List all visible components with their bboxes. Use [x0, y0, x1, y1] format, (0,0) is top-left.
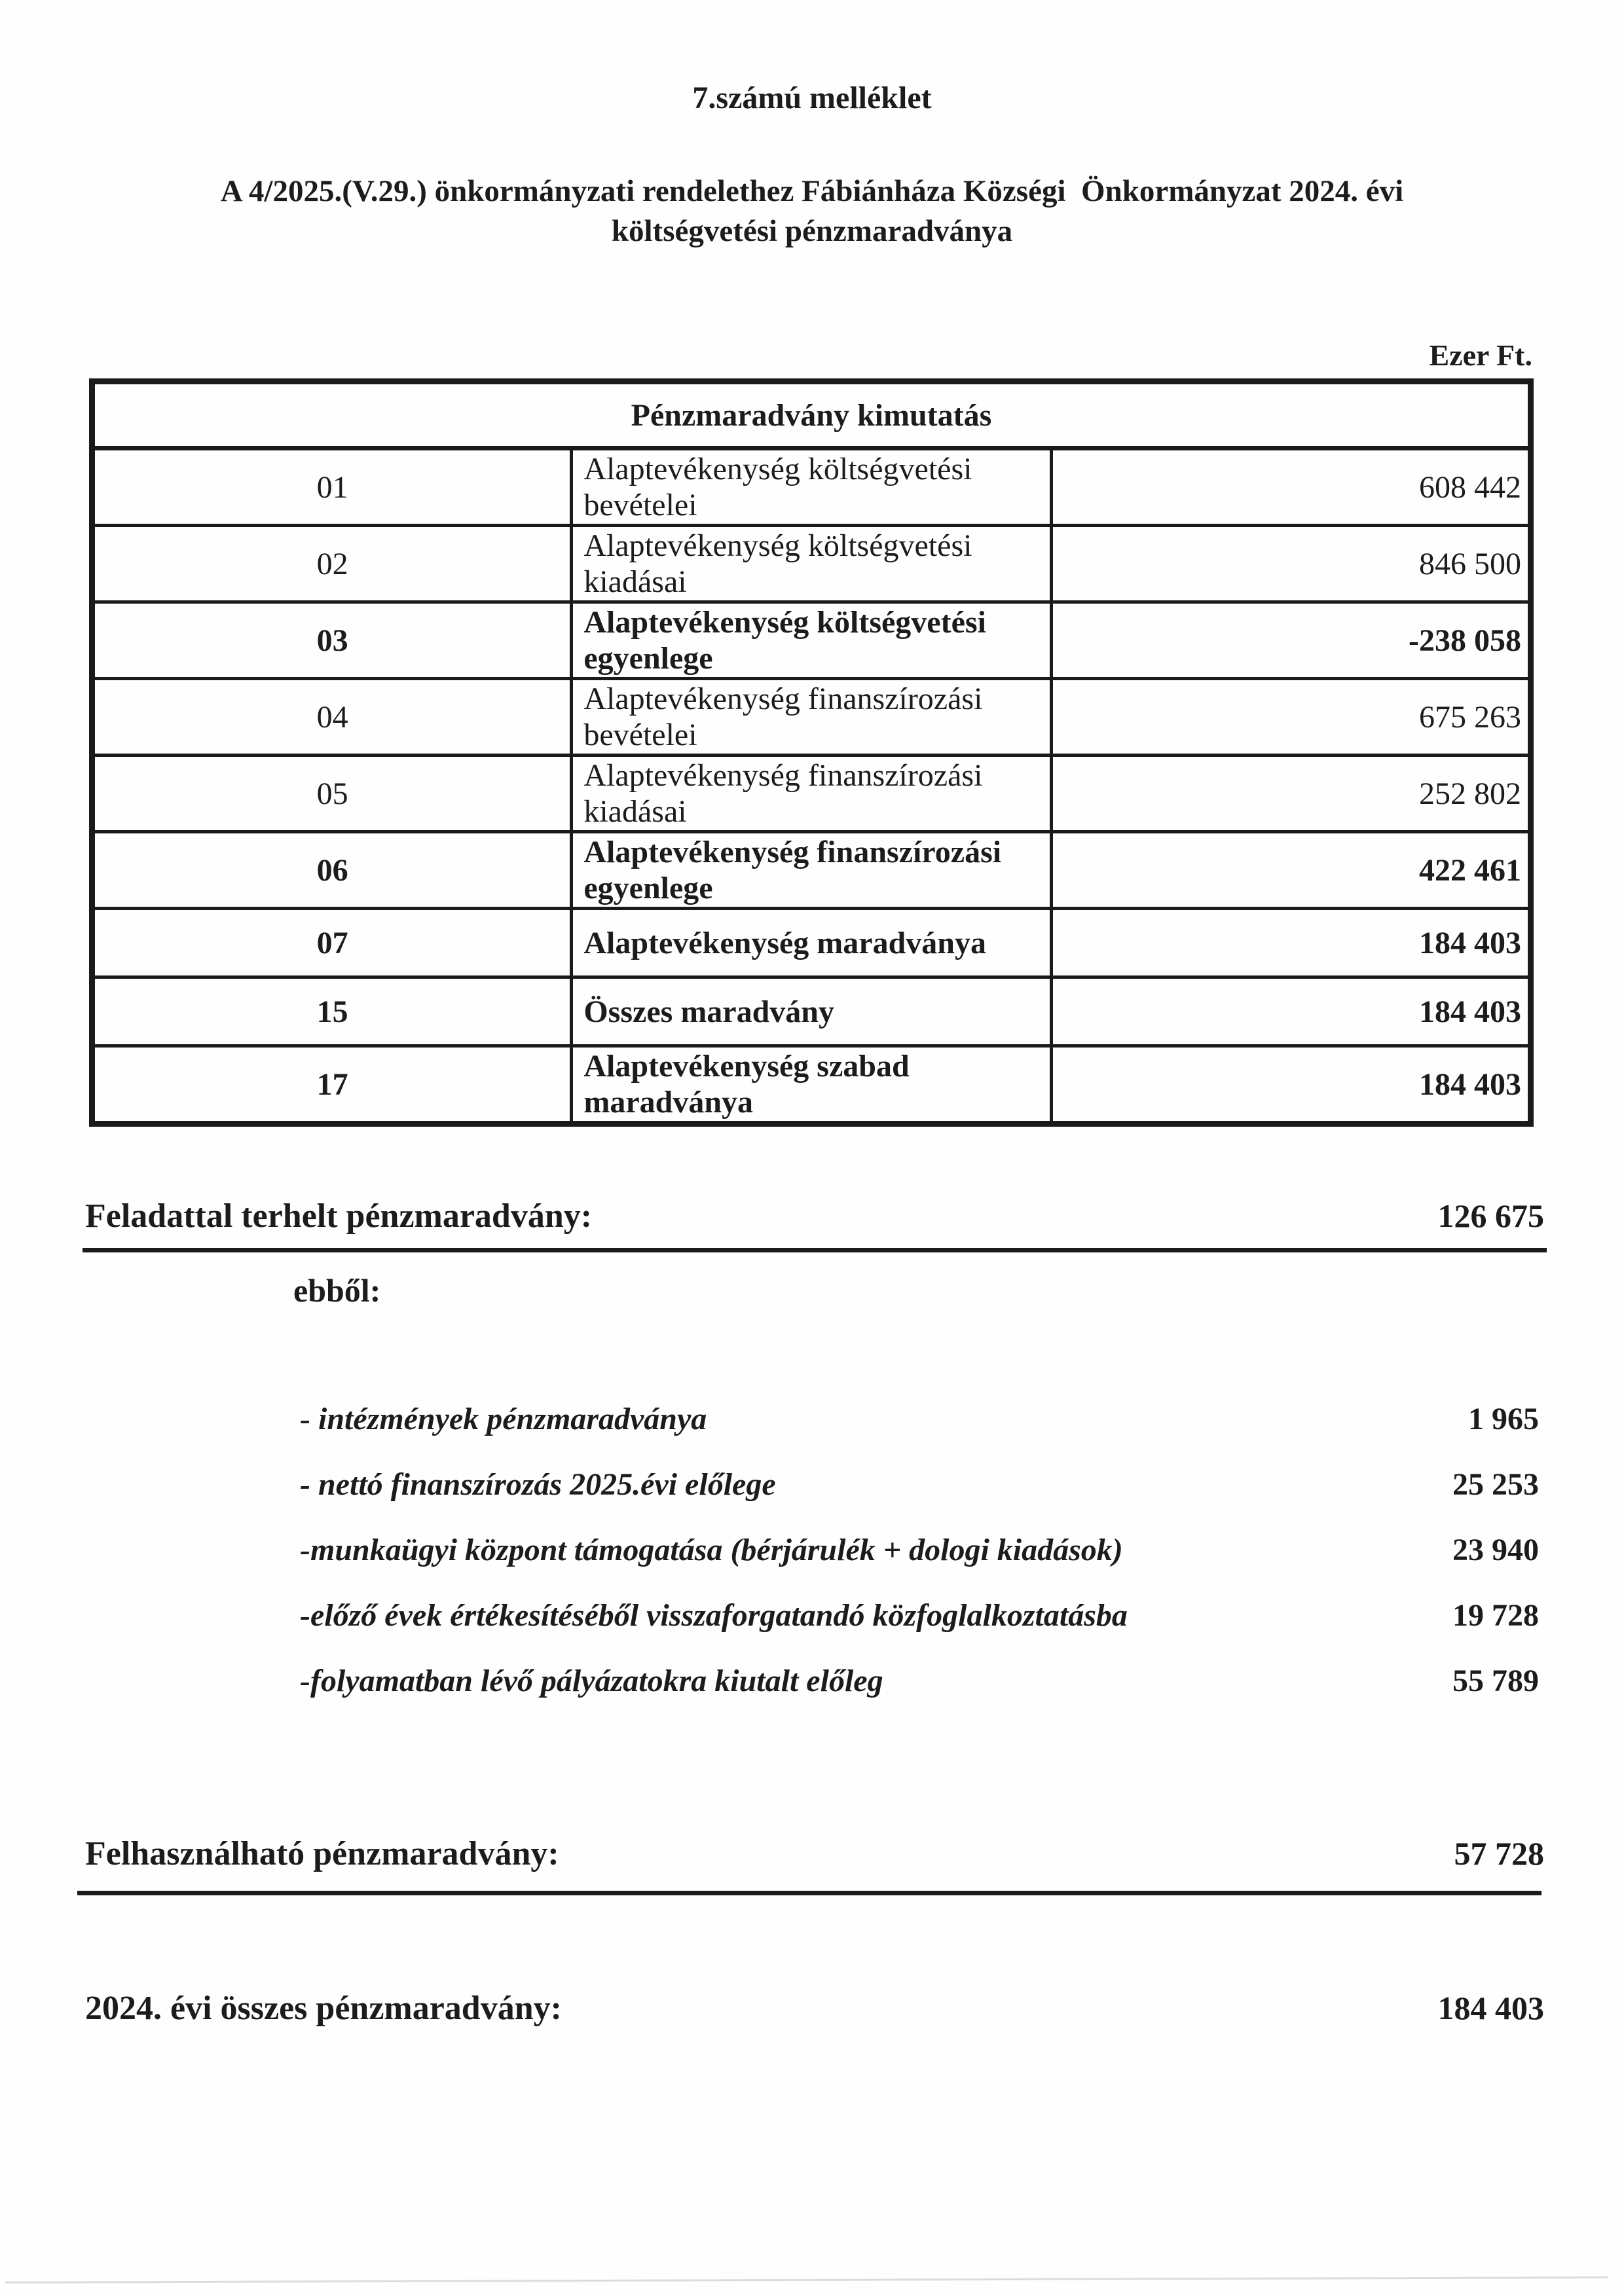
breakdown-item — [300, 1532, 1539, 1597]
usable-remainder-label: Felhasználható pénzmaradvány: — [85, 1835, 559, 1872]
usable-remainder-value: 57 728 — [1454, 1835, 1544, 1872]
ebbol-label: ebből: — [293, 1272, 381, 1309]
total-2024-label: 2024. évi összes pénzmaradvány: — [85, 1990, 562, 2027]
row-code: 15 — [92, 977, 572, 1046]
row-label: Alaptevékenység szabad maradványa — [572, 1046, 1051, 1124]
total-2024-row — [85, 1989, 1544, 2028]
table-row — [92, 832, 1531, 909]
table-row — [92, 602, 1531, 679]
table-row — [92, 1046, 1531, 1124]
table-row — [92, 679, 1531, 756]
scan-artifact-line — [5, 2276, 1608, 2284]
breakdown-label: -munkaügyi központ támogatása (bérjárulék + dologi kiadások) — [300, 1533, 1123, 1567]
divider-line — [77, 1891, 1541, 1895]
breakdown-value: 23 940 — [1452, 1533, 1539, 1567]
row-label: Alaptevékenység költségvetési kiadásai — [572, 526, 1051, 602]
row-value: 252 802 — [1051, 756, 1530, 832]
breakdown-label: -folyamatban lévő pályázatokra kiutalt előleg — [300, 1664, 883, 1698]
attachment-number: 7.számú melléklet — [692, 81, 932, 115]
row-code: 03 — [92, 602, 572, 679]
divider-line — [83, 1248, 1547, 1252]
row-code: 07 — [92, 909, 572, 977]
total-2024-value: 184 403 — [1437, 1990, 1544, 2026]
breakdown-value: 19 728 — [1452, 1598, 1539, 1633]
row-label: Összes maradvány — [572, 977, 1051, 1046]
table-row — [92, 977, 1531, 1046]
row-value: 422 461 — [1051, 832, 1530, 909]
usable-remainder-row — [85, 1834, 1544, 1873]
money-table-body — [92, 448, 1531, 1124]
row-value: 184 403 — [1051, 977, 1530, 1046]
breakdown-item — [300, 1663, 1539, 1728]
breakdown-label: -előző évek értékesítéséből visszaforgatandó közfoglalkoztatásba — [300, 1598, 1128, 1633]
breakdown-item — [300, 1467, 1539, 1532]
document-title — [0, 172, 1624, 251]
table-row — [92, 756, 1531, 832]
table-title-row — [92, 382, 1531, 448]
breakdown-value: 55 789 — [1452, 1664, 1539, 1698]
table-row — [92, 448, 1531, 526]
row-code: 06 — [92, 832, 572, 909]
row-value: 608 442 — [1051, 448, 1530, 526]
row-label: Alaptevékenység finanszírozási kiadásai — [572, 756, 1051, 832]
row-value: -238 058 — [1051, 602, 1530, 679]
breakdown-value: 1 965 — [1468, 1402, 1539, 1436]
table-row — [92, 909, 1531, 977]
document-title-line-2: költségvetési pénzmaradványa — [611, 214, 1013, 248]
encumbered-remainder-value: 126 675 — [1437, 1197, 1544, 1234]
row-value: 184 403 — [1051, 909, 1530, 977]
row-label: Alaptevékenység költségvetési egyenlege — [572, 602, 1051, 679]
row-value: 846 500 — [1051, 526, 1530, 602]
row-value: 675 263 — [1051, 679, 1530, 756]
row-label: Alaptevékenység költségvetési bevételei — [572, 448, 1051, 526]
remainder-table — [89, 378, 1534, 1127]
encumbered-remainder-label: Feladattal terhelt pénzmaradvány: — [85, 1197, 593, 1235]
table-row — [92, 526, 1531, 602]
row-code: 04 — [92, 679, 572, 756]
row-value: 184 403 — [1051, 1046, 1530, 1124]
row-code: 02 — [92, 526, 572, 602]
breakdown-label: - intézmények pénzmaradványa — [300, 1402, 707, 1436]
breakdown-item — [300, 1597, 1539, 1663]
breakdown-label: - nettó finanszírozás 2025.évi előlege — [300, 1467, 776, 1502]
table-title: Pénzmaradvány kimutatás — [92, 382, 1531, 448]
row-code: 17 — [92, 1046, 572, 1124]
row-label: Alaptevékenység finanszírozási egyenlege — [572, 832, 1051, 909]
breakdown-item — [300, 1401, 1539, 1467]
row-code: 05 — [92, 756, 572, 832]
unit-label: Ezer Ft. — [1429, 338, 1532, 372]
row-code: 01 — [92, 448, 572, 526]
breakdown-value: 25 253 — [1452, 1467, 1539, 1502]
row-label: Alaptevékenység finanszírozási bevételei — [572, 679, 1051, 756]
document-title-line-1: A 4/2025.(V.29.) önkormányzati rendelethez Fábiánháza Községi Önkormányzat 2024. évi — [220, 174, 1404, 208]
encumbered-remainder-row — [85, 1197, 1544, 1235]
row-label: Alaptevékenység maradványa — [572, 909, 1051, 977]
breakdown-list — [300, 1401, 1539, 1728]
